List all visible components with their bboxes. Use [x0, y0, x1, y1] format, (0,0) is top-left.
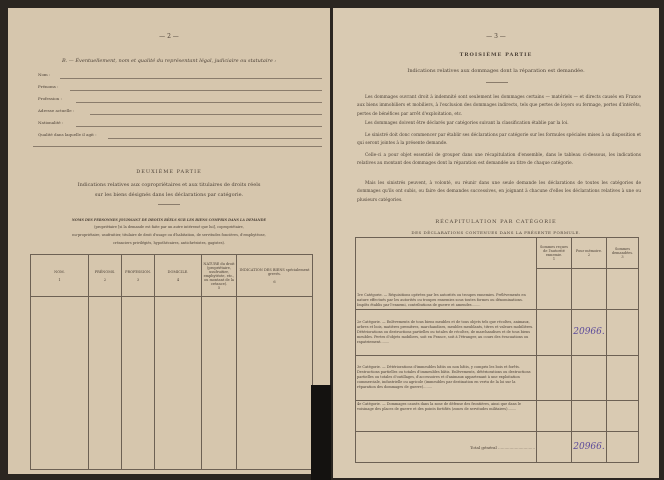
field-label-adresse: Adresse actuelle : [38, 108, 75, 113]
category-2: 2e Catégorie. — Enlèvements de tous biens meubles et de tous objets tels que récoltes, animaux, arbres et bois, matières premières, marchandises, meubles meublants, titres et valeurs mobilières. Détériorations ou destructions partielles ou totales de récoltes, de marchandises et de tous biens meubles. Pertes d'objets mobiliers, soit en France, soit à l'étranger, au cours des évacuations ou rapatriement........ [356, 310, 537, 355]
names-note: nu-propriétaire, usufruitier, titulaire de droit d'usage ou d'habitation, de servitudes foncières, d'emphytéose, [72, 233, 266, 237]
names-heading: NOMS DES PERSONNES JOUISSANT DE DROITS RÉELS SUR LES BIENS COMPRIS DANS LA DEMANDE [71, 218, 267, 222]
col-header-recues: Sommes reçues de l'autorité ennemie. 1 [537, 238, 572, 269]
field-label-qualite: Qualité dans laquelle il agit : [38, 132, 97, 137]
recap-subtitle: DES DÉCLARATIONS CONTENUES DANS LA PRÉSENTE FORMULE. [411, 230, 581, 235]
col-header-prenoms: PRÉNOMS. 2 [89, 255, 122, 297]
category-4: 4e Catégorie. — Dommages causés dans la zone de défense des frontières, ainsi que dans le voisinage des places de guerre et des points fortifiés (zones de servitudes militaires)........ [356, 401, 537, 432]
part-subtitle: Indications relatives aux copropriétaires et aux titulaires de droits réels [77, 182, 261, 188]
col-header-biens: INDICATION DES BIENS spécialement grevés. 6 [237, 255, 313, 297]
names-note: (propriétaire [si la demande est faite par un autre intéressé que lui], copropriétaire, [94, 225, 244, 229]
paragraph: Celle-ci a pour objet essentiel de grouper dans une récapitulation d'ensemble, dans le tableau ci-dessous, les indications relatives au montant des dommages dont la réparation est demandée au titre de chaque catégorie. [357, 153, 641, 167]
field-label-prenoms: Prénoms : [38, 84, 59, 89]
right-page [333, 8, 659, 478]
part-subtitle: sur les biens désignés dans les déclarations par catégorie. [94, 192, 244, 198]
paragraph: Le sinistré doit donc commencer par établir ses déclarations par catégorie sur les formules spéciales mises à sa disposition et qui seront jointes à la présente demande. [357, 133, 641, 147]
paragraph: Les dommages ouvrant droit à indemnité sont seulement les dommages certains — matériels — et directs causés en France aux biens immobiliers et mobiliers, à l'exclusion des dommages indirects, tels que pertes de loyers ou fermage, pertes d'intérêts, pertes de bénéfices par arrêt d'exploitation, etc. [357, 95, 641, 117]
col-header-memoire: Pour mémoire. 2 [572, 238, 607, 269]
co-owners-table [30, 254, 313, 470]
col-header-domicile: DOMICILE. 4 [155, 255, 202, 297]
recap-title: RÉCAPITULATION PAR CATÉGORIE [435, 219, 557, 225]
col-header-nature: NATURE du droit (propriétaire, usufruitier, emphytéote, etc., ou montant de la créance). 5 [202, 255, 237, 297]
field-label-nom: Nom : [38, 72, 51, 77]
field-label-profession: Profession : [38, 96, 62, 101]
paragraph: Les dommages doivent être déclarés par catégories suivant la classification établie par la loi. [365, 121, 569, 126]
category-1: 1re Catégorie. — Réquisitions opérées par les autorités ou troupes ennemies. Prélèvements en nature effectués par les autorités ou troupes ennemies sous toutes formes ou dénominations. Impôts établis par l'ennemi, contributions de guerre et amendes........ [356, 238, 537, 310]
col-header-demandees: Sommes demandées. 3 [607, 238, 639, 269]
paragraph: Mais les sinistrés peuvent, à volonté, ou réunir dans une seule demande les déclarations de toutes les catégories de dommages qu'ils ont subis, ou faire des demandes successives, en joignant à chacune d'elles les déclarations relatives à une ou plusieurs catégories. [357, 181, 641, 203]
part-subtitle: Indications relatives aux dommages dont la réparation est demandée. [407, 68, 585, 74]
col-header-nom: NOM. 1 [31, 255, 89, 297]
part-title: DEUXIÈME PARTIE [136, 169, 202, 175]
recap-table [355, 237, 639, 463]
category-3: 3e Catégorie. — Détériorations d'immeubles bâtis ou non bâtis, y compris les bois et forêts. Destructions partielles ou totales d'immeubles bâtis. Enlèvements, détériorations ou destructions partielles ou totales d'outillages, d'accessoires et d'animaux appartenant à une exploitation commerciale, industrielle ou agricole (immeubles par destination en vertu de la loi sur la réparation des dommages de guerre)........ [356, 355, 537, 400]
part-title: TROISIÈME PARTIE [459, 52, 533, 58]
section-b-heading: B. — Éventuellement, nom et qualité du représentant légal, judiciaire ou statutaire : [61, 58, 277, 64]
names-note: créanciers privilégiés, hypothécaires, antichrésistes, gagistes). [112, 241, 226, 245]
total-label: Total général ............................. [356, 432, 537, 463]
field-label-nationalite: Nationalité : [38, 120, 64, 125]
torn-edge [311, 385, 331, 480]
left-page [8, 8, 330, 474]
page-number: — 2 — [159, 33, 179, 40]
total-amount: 20966. [572, 432, 607, 463]
category-2-amount: 20966. [572, 310, 607, 355]
col-header-profession: PROFESSION. 3 [122, 255, 155, 297]
page-number: — 3 — [486, 33, 506, 40]
